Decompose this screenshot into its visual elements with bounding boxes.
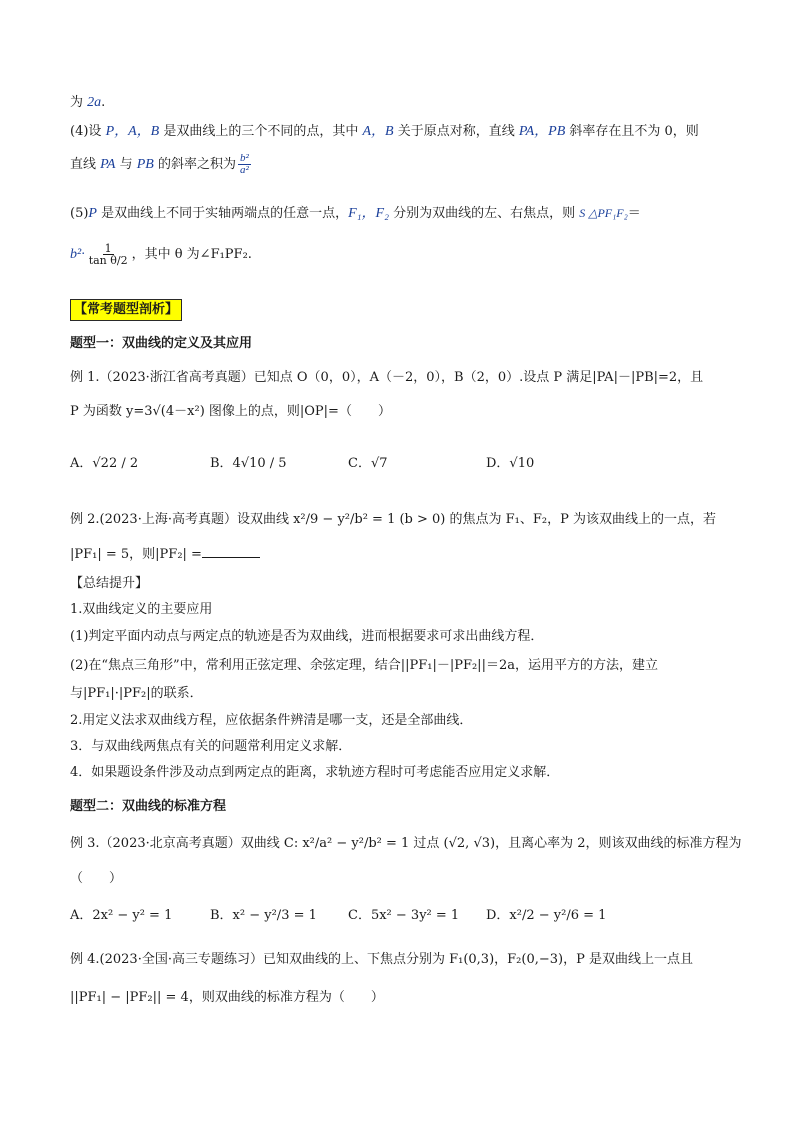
- example1-option-a: A．√22 / 2: [70, 456, 139, 471]
- example4-line2: ||PF₁| − |PF₂|| = 4，则双曲线的标准方程为（ ）: [70, 990, 384, 1005]
- slope-product-fraction: $\frac{\text{b²}}{\text{a²}}$: [239, 152, 249, 176]
- summary-item: 与|PF₁|·|PF₂|的联系．: [70, 686, 203, 701]
- property-4-line1: (4)设 P，A，B 是双曲线上的三个不同的点，其中 A，B 关于原点对称，直线 PA，PB 斜率存在且不为 0，则: [70, 124, 699, 139]
- property-5-line1: (5)P 是双曲线上不同于实轴两端点的任意一点，F₁，F₂ 分别为双曲线的左、右焦点，则 S △PF₁F₂＝: [70, 206, 641, 221]
- example1-line2: P 为函数 y=3√(4－x²) 图像上的点，则|OP|=（ ）: [70, 404, 391, 419]
- section-tag: 【常考题型剖析】: [70, 299, 182, 321]
- summary-item: (1)判定平面内动点与两定点的轨迹是否为双曲线，进而根据要求可求出曲线方程．: [70, 629, 544, 644]
- example2-line1: 例 2.(2023·上海·高考真题）设双曲线 x²/9 − y²/b² = 1 (b > 0) 的焦点为 F₁、F₂，P 为该双曲线上的一点，若: [70, 512, 716, 527]
- summary-item: 1.双曲线定义的主要应用: [70, 602, 213, 617]
- example3-option-c: C．5x² − 3y² = 1: [348, 908, 460, 923]
- example3-option-b: B．x² − y²/3 = 1: [210, 908, 317, 923]
- summary-item: 4．如果题设条件涉及动点到两定点的距离，求轨迹方程时可考虑能否应用定义求解．: [70, 765, 560, 780]
- summary-item: (2)在“焦点三角形”中，常利用正弦定理、余弦定理，结合||PF₁|－|PF₂||＝2a，运用平方的方法，建立: [70, 658, 658, 673]
- example1-line1: 例 1.（2023·浙江省高考真题）已知点 O（0，0），A（－2，0），B（2，0）.设点 P 满足|PA|－|PB|=2，且: [70, 370, 704, 385]
- text-line-continuation: 为 2a.: [70, 95, 106, 110]
- type1-heading: 题型一：双曲线的定义及其应用: [70, 336, 253, 351]
- example1-option-c: C．√7: [348, 456, 388, 471]
- example3-line1: 例 3.（2023·北京高考真题）双曲线 C: x²/a² − y²/b² = 1 过点 (√2, √3)，且离心率为 2，则该双曲线的标准方程为: [70, 836, 742, 851]
- answer-blank: [202, 545, 260, 558]
- example4-line1: 例 4.(2023·全国·高三专题练习）已知双曲线的上、下焦点分别为 F₁(0,3)，F₂(0,−3)，P 是双曲线上一点且: [70, 952, 693, 967]
- summary-heading: 【总结提升】: [70, 576, 149, 591]
- example1-option-d: D．√10: [486, 456, 535, 471]
- property-4-line2: 直线 PA 与 PB 的斜率之积为 $\frac{\text{b²}}{\text{a²}}$: [70, 152, 249, 176]
- example2-line2: |PF₁| = 5，则|PF₂| =: [70, 545, 734, 565]
- summary-item: 2.用定义法求双曲线方程，应依据条件辨清是哪一支，还是全部曲线．: [70, 713, 473, 728]
- example3-option-d: D．x²/2 − y²/6 = 1: [486, 908, 607, 923]
- property-5-line2: b²· $\frac{1}{\text{tan θ/2}}$ ，其中 θ 为∠F₁PF₂.: [70, 242, 252, 267]
- tan-fraction: $\frac{1}{\text{tan θ/2}}$: [88, 242, 128, 267]
- example1-option-b: B．4√10 / 5: [210, 456, 287, 471]
- summary-item: 3．与双曲线两焦点有关的问题常利用定义求解．: [70, 739, 352, 754]
- example3-line2: （ ）: [70, 871, 123, 886]
- example3-option-a: A．2x² − y² = 1: [70, 908, 173, 923]
- type2-heading: 题型二：双曲线的标准方程: [70, 799, 227, 814]
